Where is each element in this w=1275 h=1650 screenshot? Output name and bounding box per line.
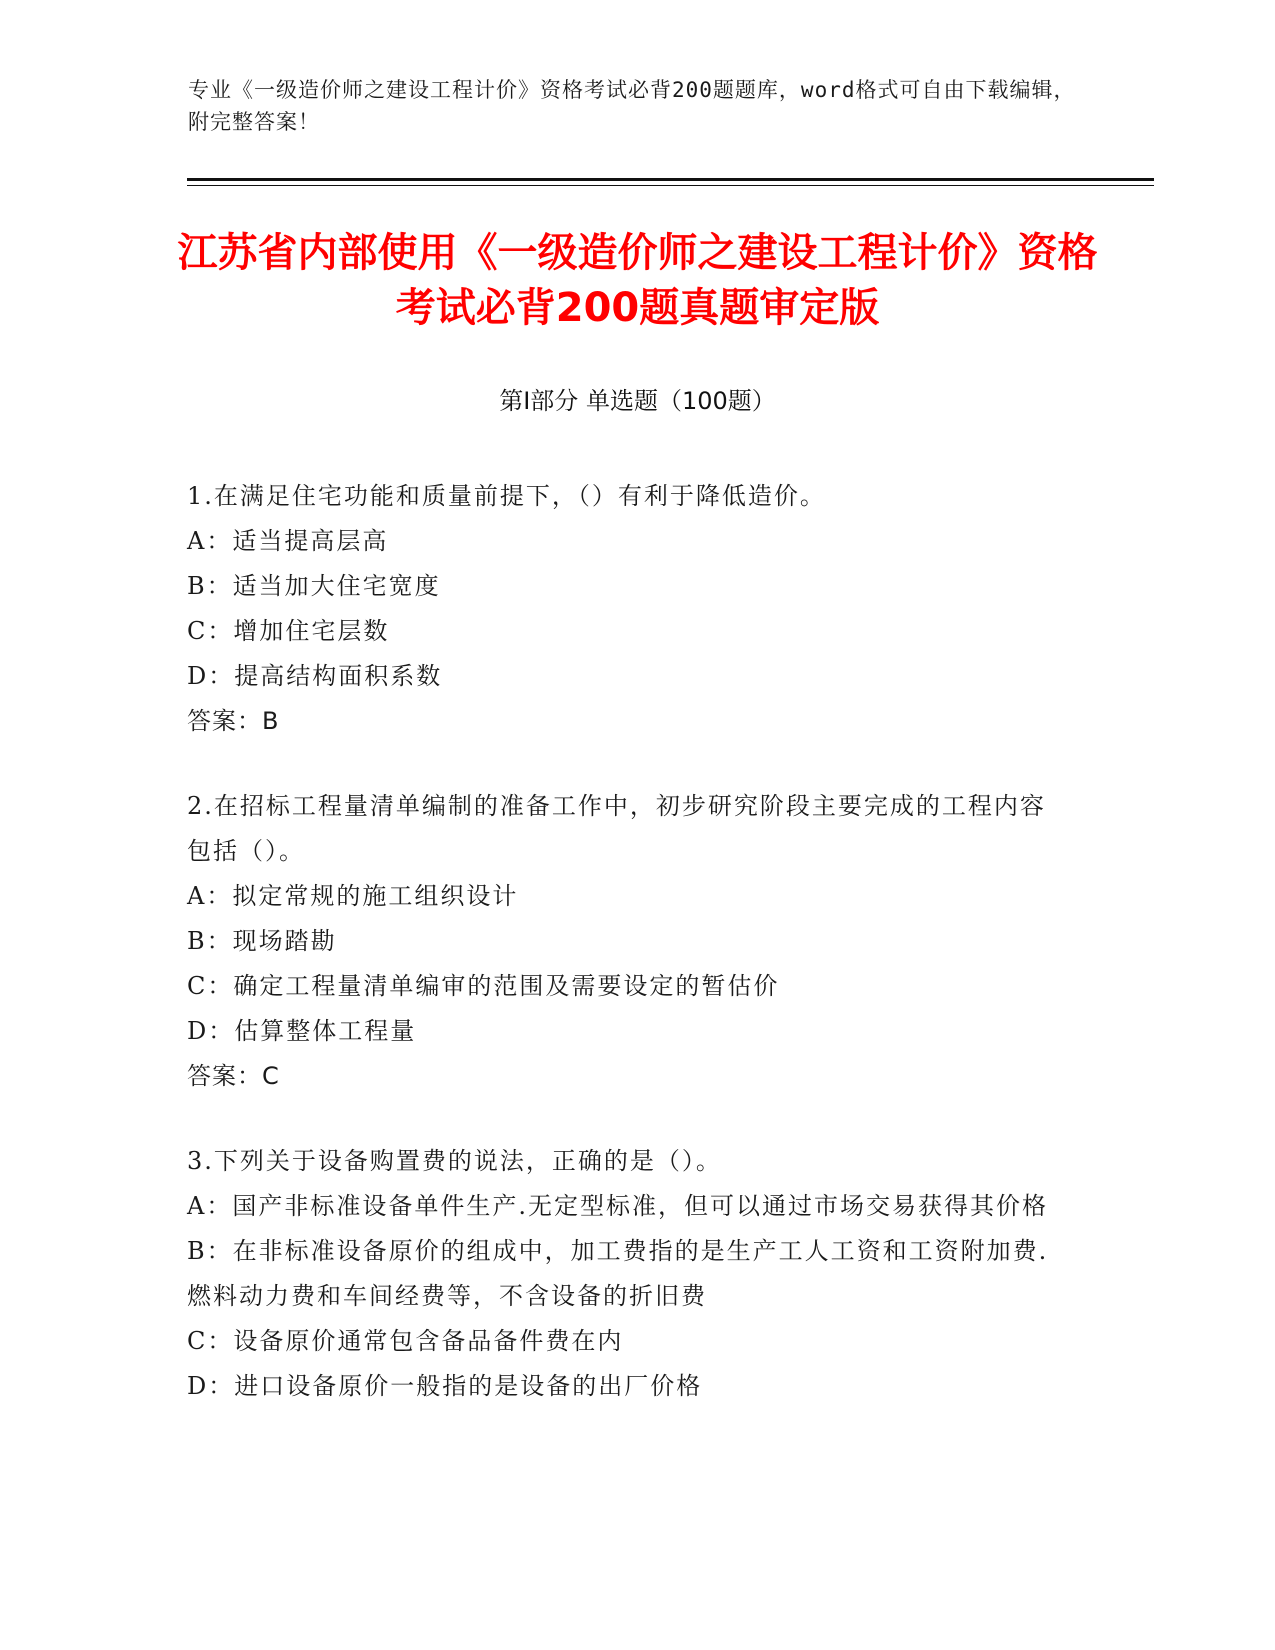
option-c: C：设备原价通常包含备品备件费在内 [187, 1327, 624, 1355]
question-stem: 2.在招标工程量清单编制的准备工作中，初步研究阶段主要完成的工程内容包括（）。 [187, 792, 1046, 865]
question-stem: 1.在满足住宅功能和质量前提下，（）有利于降低造价。 [187, 482, 826, 510]
answer-line: 答案：C [187, 1062, 280, 1090]
document-title: 江苏省内部使用《一级造价师之建设工程计价》资格考试必背200题真题审定版 [177, 230, 1098, 331]
option-a: A：拟定常规的施工组织设计 [187, 882, 519, 910]
option-a: A：适当提高层高 [187, 527, 389, 555]
header-rule-thin [187, 185, 1154, 186]
option-c: C：增加住宅层数 [187, 617, 390, 645]
section-heading: 第Ⅰ部分 单选题（100题） [499, 387, 776, 415]
option-d: D：估算整体工程量 [187, 1017, 417, 1045]
option-b: B：适当加大住宅宽度 [187, 572, 441, 600]
option-d: D：提高结构面积系数 [187, 662, 443, 690]
option-b: B：现场踏勘 [187, 927, 337, 955]
option-d: D：进口设备原价一般指的是设备的出厂价格 [187, 1372, 703, 1400]
header-rule-thick [187, 178, 1154, 181]
question-3 [187, 1139, 1067, 1409]
question-2 [187, 784, 1067, 1099]
answer-line: 答案：B [187, 707, 280, 735]
question-1 [187, 474, 1067, 744]
question-list [187, 474, 1067, 1449]
question-stem: 3.下列关于设备购置费的说法，正确的是（）。 [187, 1147, 722, 1175]
header-note: 专业《一级造价师之建设工程计价》资格考试必背200题题库，word格式可自由下载编辑，附完整答案！ [188, 78, 1076, 134]
option-b: B：在非标准设备原价的组成中，加工费指的是生产工人工资和工资附加费.燃料动力费和车间经费等，不含设备的折旧费 [187, 1237, 1049, 1310]
option-c: C：确定工程量清单编审的范围及需要设定的暂估价 [187, 972, 780, 1000]
option-a: A：国产非标准设备单件生产.无定型标准，但可以通过市场交易获得其价格 [187, 1192, 1048, 1220]
